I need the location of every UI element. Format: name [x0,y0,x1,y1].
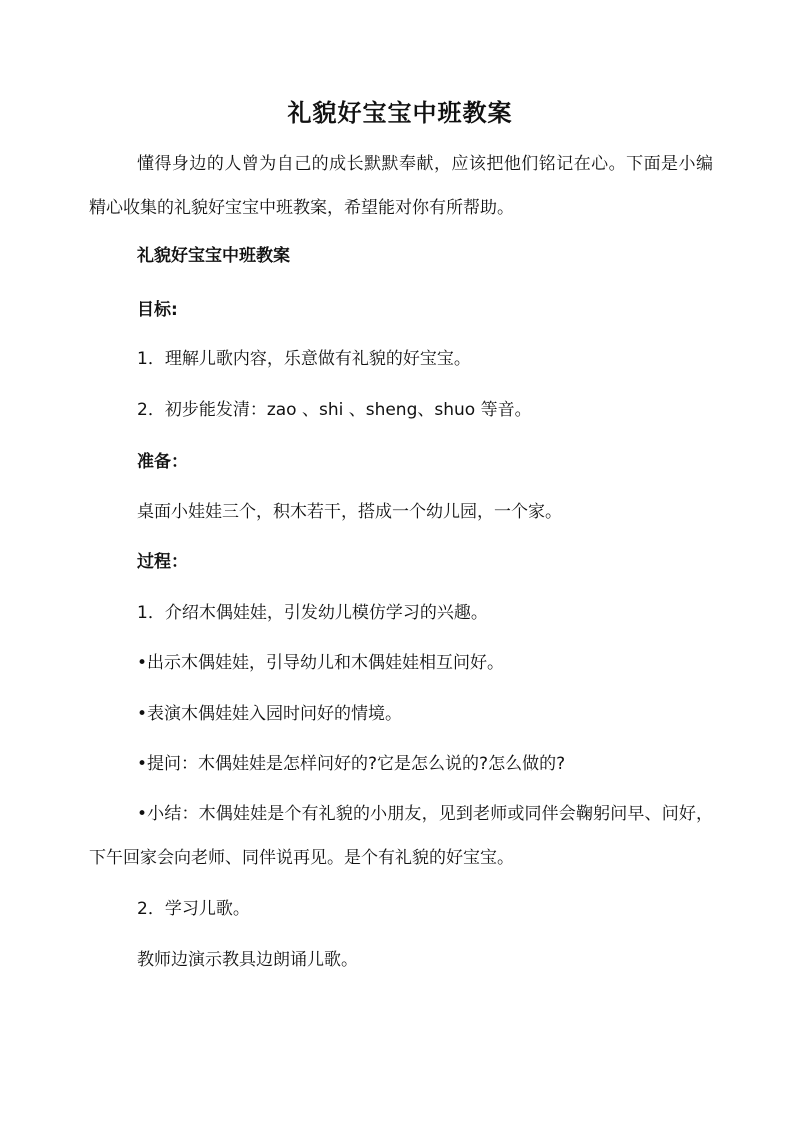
goal-item-1: 1．理解儿歌内容，乐意做有礼貌的好宝宝。 [137,349,471,369]
process-bullet-3: •提问：木偶娃娃是怎样问好的?它是怎么说的?怎么做的? [137,754,566,774]
process-heading: 过程： [137,552,188,572]
goal-heading: 目标: [137,300,178,320]
intro-paragraph: 懂得身边的人曾为自己的成长默默奉献，应该把他们铭记在心。下面是小编精心收集的礼貌好宝宝中班教案，希望能对你有所帮助。 [89,154,713,218]
prep-text: 桌面小娃娃三个，积木若干，搭成一个幼儿园，一个家。 [137,502,562,522]
prep-heading: 准备： [137,452,188,472]
process-step-1: 1．介绍木偶娃娃，引发幼儿模仿学习的兴趣。 [137,603,488,623]
process-bullet-1: •出示木偶娃娃，引导幼儿和木偶娃娃相互问好。 [137,653,505,673]
lesson-subtitle: 礼貌好宝宝中班教案 [137,246,290,266]
process-bullet-2: •表演木偶娃娃入园时问好的情境。 [137,704,403,724]
document-title: 礼貌好宝宝中班教案 [287,99,513,127]
process-step-2: 2．学习儿歌。 [137,899,250,919]
process-step-2-text: 教师边演示教具边朗诵儿歌。 [137,950,358,970]
process-bullet-4: •小结：木偶娃娃是个有礼貌的小朋友，见到老师或同伴会鞠躬问早、问好，下午回家会向老师、同伴说再见。是个有礼貌的好宝宝。 [89,804,713,868]
goal-item-2: 2．初步能发清：zao 、shi 、sheng、shuo 等音。 [137,400,532,420]
